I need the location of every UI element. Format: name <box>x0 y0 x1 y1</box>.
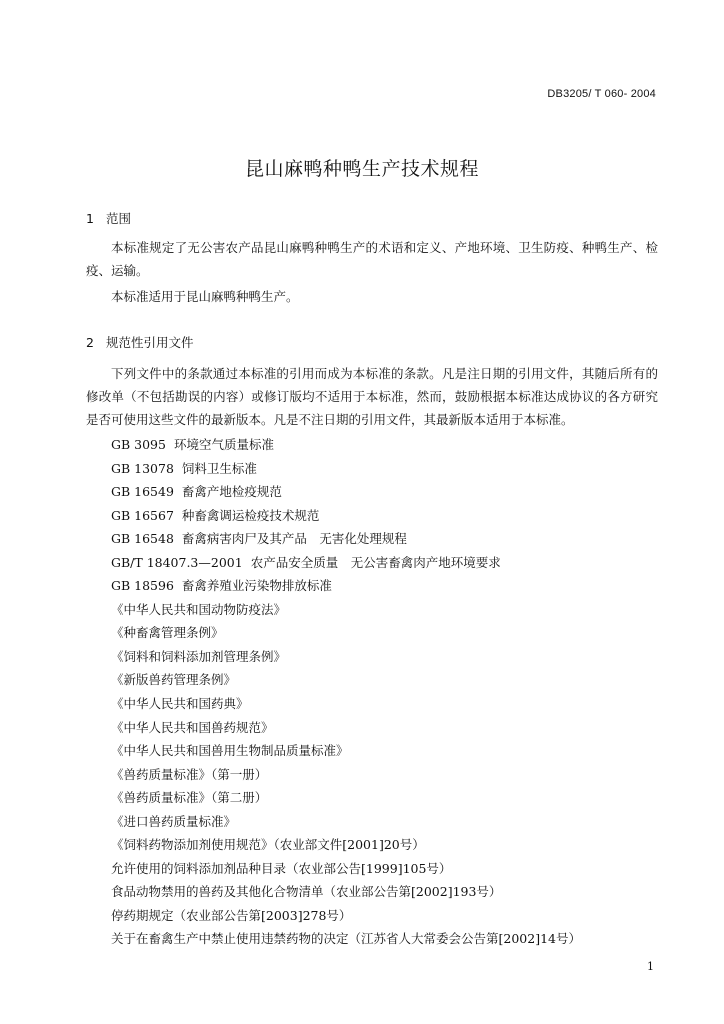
reference-title: 畜禽产地检疫规范 <box>181 484 282 500</box>
list-item <box>111 551 581 575</box>
list-item <box>111 621 581 645</box>
list-item <box>111 598 581 622</box>
reference-code: GB 16549 <box>111 484 174 500</box>
reference-code: GB 3095 <box>111 437 166 452</box>
page-title: 昆山麻鸭种鸭生产技术规程 <box>244 158 479 180</box>
list-item <box>111 645 581 669</box>
section-number: 1 <box>86 211 94 226</box>
list-item <box>111 880 581 904</box>
page-number: 1 <box>647 960 654 973</box>
references-intro-paragraph: 下列文件中的条款通过本标准的引用而成为本标准的条款。凡是注日期的引用文件，其随后所有的修改单（不包括勘误的内容）或修订版均不适用于本标准，然而，鼓励根据本标准达成协议的各方研究是否可使用这些文件的最新版本。凡是不注日期的引用文件，其最新版本适用于本标准。 <box>86 366 658 427</box>
reference-title: 畜禽病害肉尸及其产品 无害化处理规程 <box>181 531 407 547</box>
reference-title: 《中华人民共和国动物防疫法》 <box>111 601 287 617</box>
reference-code: GB/T 18407.3—2001 <box>111 554 243 570</box>
reference-title: 食品动物禁用的兽药及其他化合物清单（农业部公告第[2002]193号） <box>111 884 502 900</box>
reference-title: 《中华人民共和国兽药规范》 <box>111 719 274 735</box>
reference-code: GB 18596 <box>111 578 174 594</box>
reference-code: GB 16548 <box>111 531 174 547</box>
list-item <box>111 810 581 834</box>
reference-code: GB 13078 <box>111 460 174 476</box>
reference-title: 畜禽养殖业污染物排放标准 <box>181 578 332 594</box>
list-item <box>111 574 581 598</box>
list-item <box>111 527 581 551</box>
reference-title: 《进口兽药质量标准》 <box>111 813 237 829</box>
reference-title: 环境空气质量标准 <box>173 437 274 452</box>
list-item <box>111 504 581 528</box>
reference-title: 关于在畜禽生产中禁止使用违禁药物的决定（江苏省人大常委会公告第[2002]14号） <box>111 931 581 947</box>
reference-title: 《兽药质量标准》（第一册） <box>111 766 268 782</box>
reference-title: 饲料卫生标准 <box>181 460 257 476</box>
list-item <box>111 433 581 457</box>
reference-title: 《新版兽药管理条例》 <box>111 672 237 688</box>
reference-title: 允许使用的饲料添加剂品种目录（农业部公告[1999]105号） <box>111 860 452 876</box>
list-item <box>111 668 581 692</box>
reference-title: 种畜禽调运检疫技术规范 <box>181 507 320 523</box>
list-item <box>111 480 581 504</box>
reference-list <box>111 433 581 951</box>
section-heading-scope <box>86 209 131 227</box>
list-item <box>111 716 581 740</box>
list-item <box>111 763 581 787</box>
list-item <box>111 927 581 951</box>
scope-applicability-paragraph: 本标准适用于昆山麻鸭种鸭生产。 <box>111 289 299 304</box>
reference-title: 《兽药质量标准》（第二册） <box>111 790 268 806</box>
list-item <box>111 457 581 481</box>
reference-title: 《种畜禽管理条例》 <box>111 625 224 641</box>
reference-title: 停药期规定（农业部公告第[2003]278号） <box>111 907 352 923</box>
list-item <box>111 904 581 928</box>
section-title: 范围 <box>106 211 132 226</box>
reference-title: 《饲料和饲料添加剂管理条例》 <box>111 648 287 664</box>
list-item <box>111 739 581 763</box>
reference-title: 农产品安全质量 无公害畜禽肉产地环境要求 <box>250 554 501 570</box>
scope-paragraph: 本标准规定了无公害农产品昆山麻鸭种鸭生产的术语和定义、产地环境、卫生防疫、种鸭生产、检疫、运输。 <box>86 240 658 278</box>
document-code: DB3205/ T 060- 2004 <box>547 88 656 100</box>
list-item <box>111 692 581 716</box>
reference-title: 《中华人民共和国兽用生物制品质量标准》 <box>111 743 349 759</box>
list-item <box>111 833 581 857</box>
section-number: 2 <box>86 335 94 350</box>
list-item <box>111 857 581 881</box>
reference-title: 《中华人民共和国药典》 <box>111 696 249 712</box>
reference-code: GB 16567 <box>111 507 174 523</box>
list-item <box>111 786 581 810</box>
section-title: 规范性引用文件 <box>106 335 194 350</box>
section-heading-normative-references <box>86 333 194 351</box>
reference-title: 《饲料药物添加剂使用规范》（农业部文件[2001]20号） <box>111 837 425 853</box>
